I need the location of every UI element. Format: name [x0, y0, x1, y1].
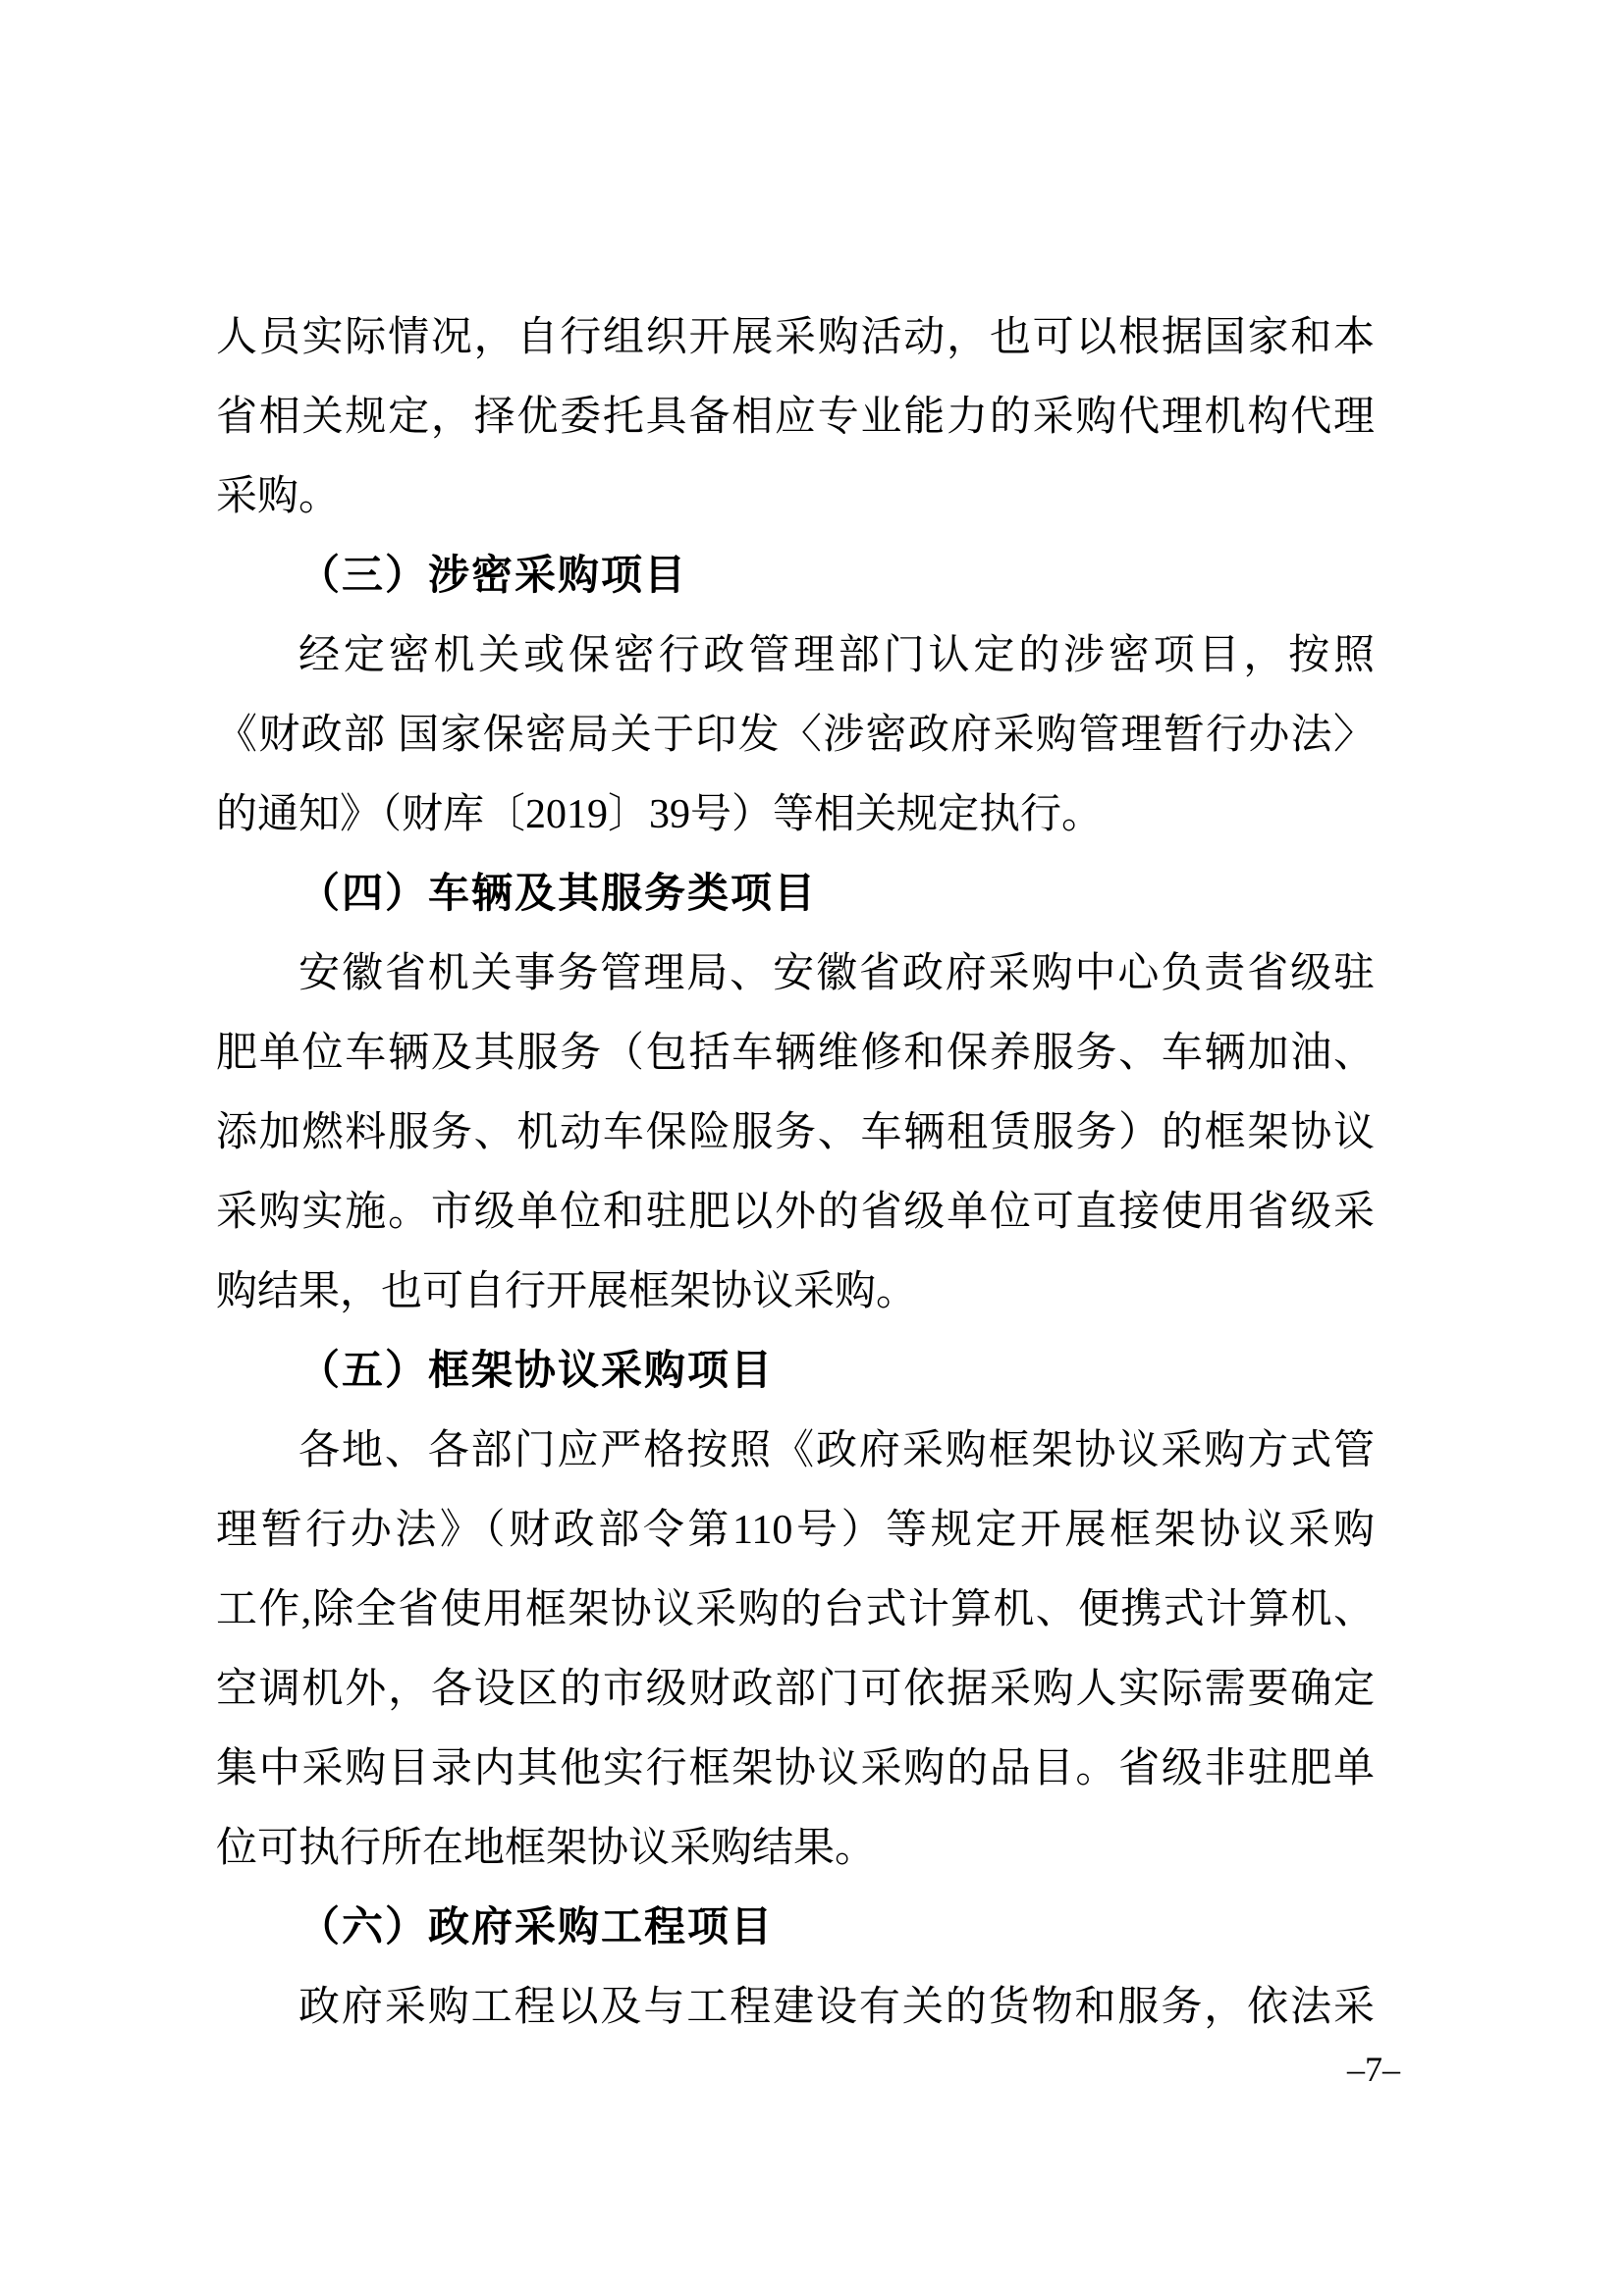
text-line: 经定密机关或保密行政管理部门认定的涉密项目，按照 [298, 633, 1375, 678]
document-text-block [216, 298, 1375, 2048]
text-line: 各地、各部门应严格按照《政府采购框架协议采购方式管 [298, 1428, 1375, 1473]
text-line: 政府采购工程以及与工程建设有关的货物和服务，依法采 [298, 1985, 1375, 2030]
text-line: 的通知》（财库〔2019〕39号）等相关规定执行。 [216, 792, 1104, 837]
section-heading: （六）政府采购工程项目 [298, 1905, 775, 1950]
text-line: 集中采购目录内其他实行框架协议采购的品目。省级非驻肥单 [216, 1746, 1375, 1791]
text-line: 位可执行所在地框架协议采购结果。 [216, 1826, 877, 1871]
section-heading: （五）框架协议采购项目 [298, 1349, 775, 1394]
section-heading: （三）涉密采购项目 [298, 554, 688, 599]
section-heading: （四）车辆及其服务类项目 [298, 872, 818, 917]
text-line: 人员实际情况，自行组织开展采购活动，也可以根据国家和本 [216, 315, 1375, 360]
text-line: 添加燃料服务、机动车保险服务、车辆租赁服务）的框架协议 [216, 1110, 1375, 1155]
page-number: –7– [1347, 2050, 1400, 2089]
text-line: 空调机外，各设区的市级财政部门可依据采购人实际需要确定 [216, 1667, 1375, 1712]
text-line: 肥单位车辆及其服务（包括车辆维修和保养服务、车辆加油、 [216, 1031, 1375, 1076]
text-line: 购结果，也可自行开展框架协议采购。 [216, 1269, 918, 1314]
text-line: 省相关规定，择优委托具备相应专业能力的采购代理机构代理 [216, 395, 1375, 440]
text-line: 采购。 [216, 474, 341, 519]
text-line: 《财政部 国家保密局关于印发〈涉密政府采购管理暂行办法〉 [216, 713, 1375, 758]
text-line: 理暂行办法》（财政部令第110号）等规定开展框架协议采购 [216, 1508, 1375, 1553]
text-line: 安徽省机关事务管理局、安徽省政府采购中心负责省级驻 [298, 951, 1375, 996]
text-line: 采购实施。市级单位和驻肥以外的省级单位可直接使用省级采 [216, 1190, 1375, 1235]
text-line: 工作,除全省使用框架协议采购的台式计算机、便携式计算机、 [216, 1587, 1375, 1632]
